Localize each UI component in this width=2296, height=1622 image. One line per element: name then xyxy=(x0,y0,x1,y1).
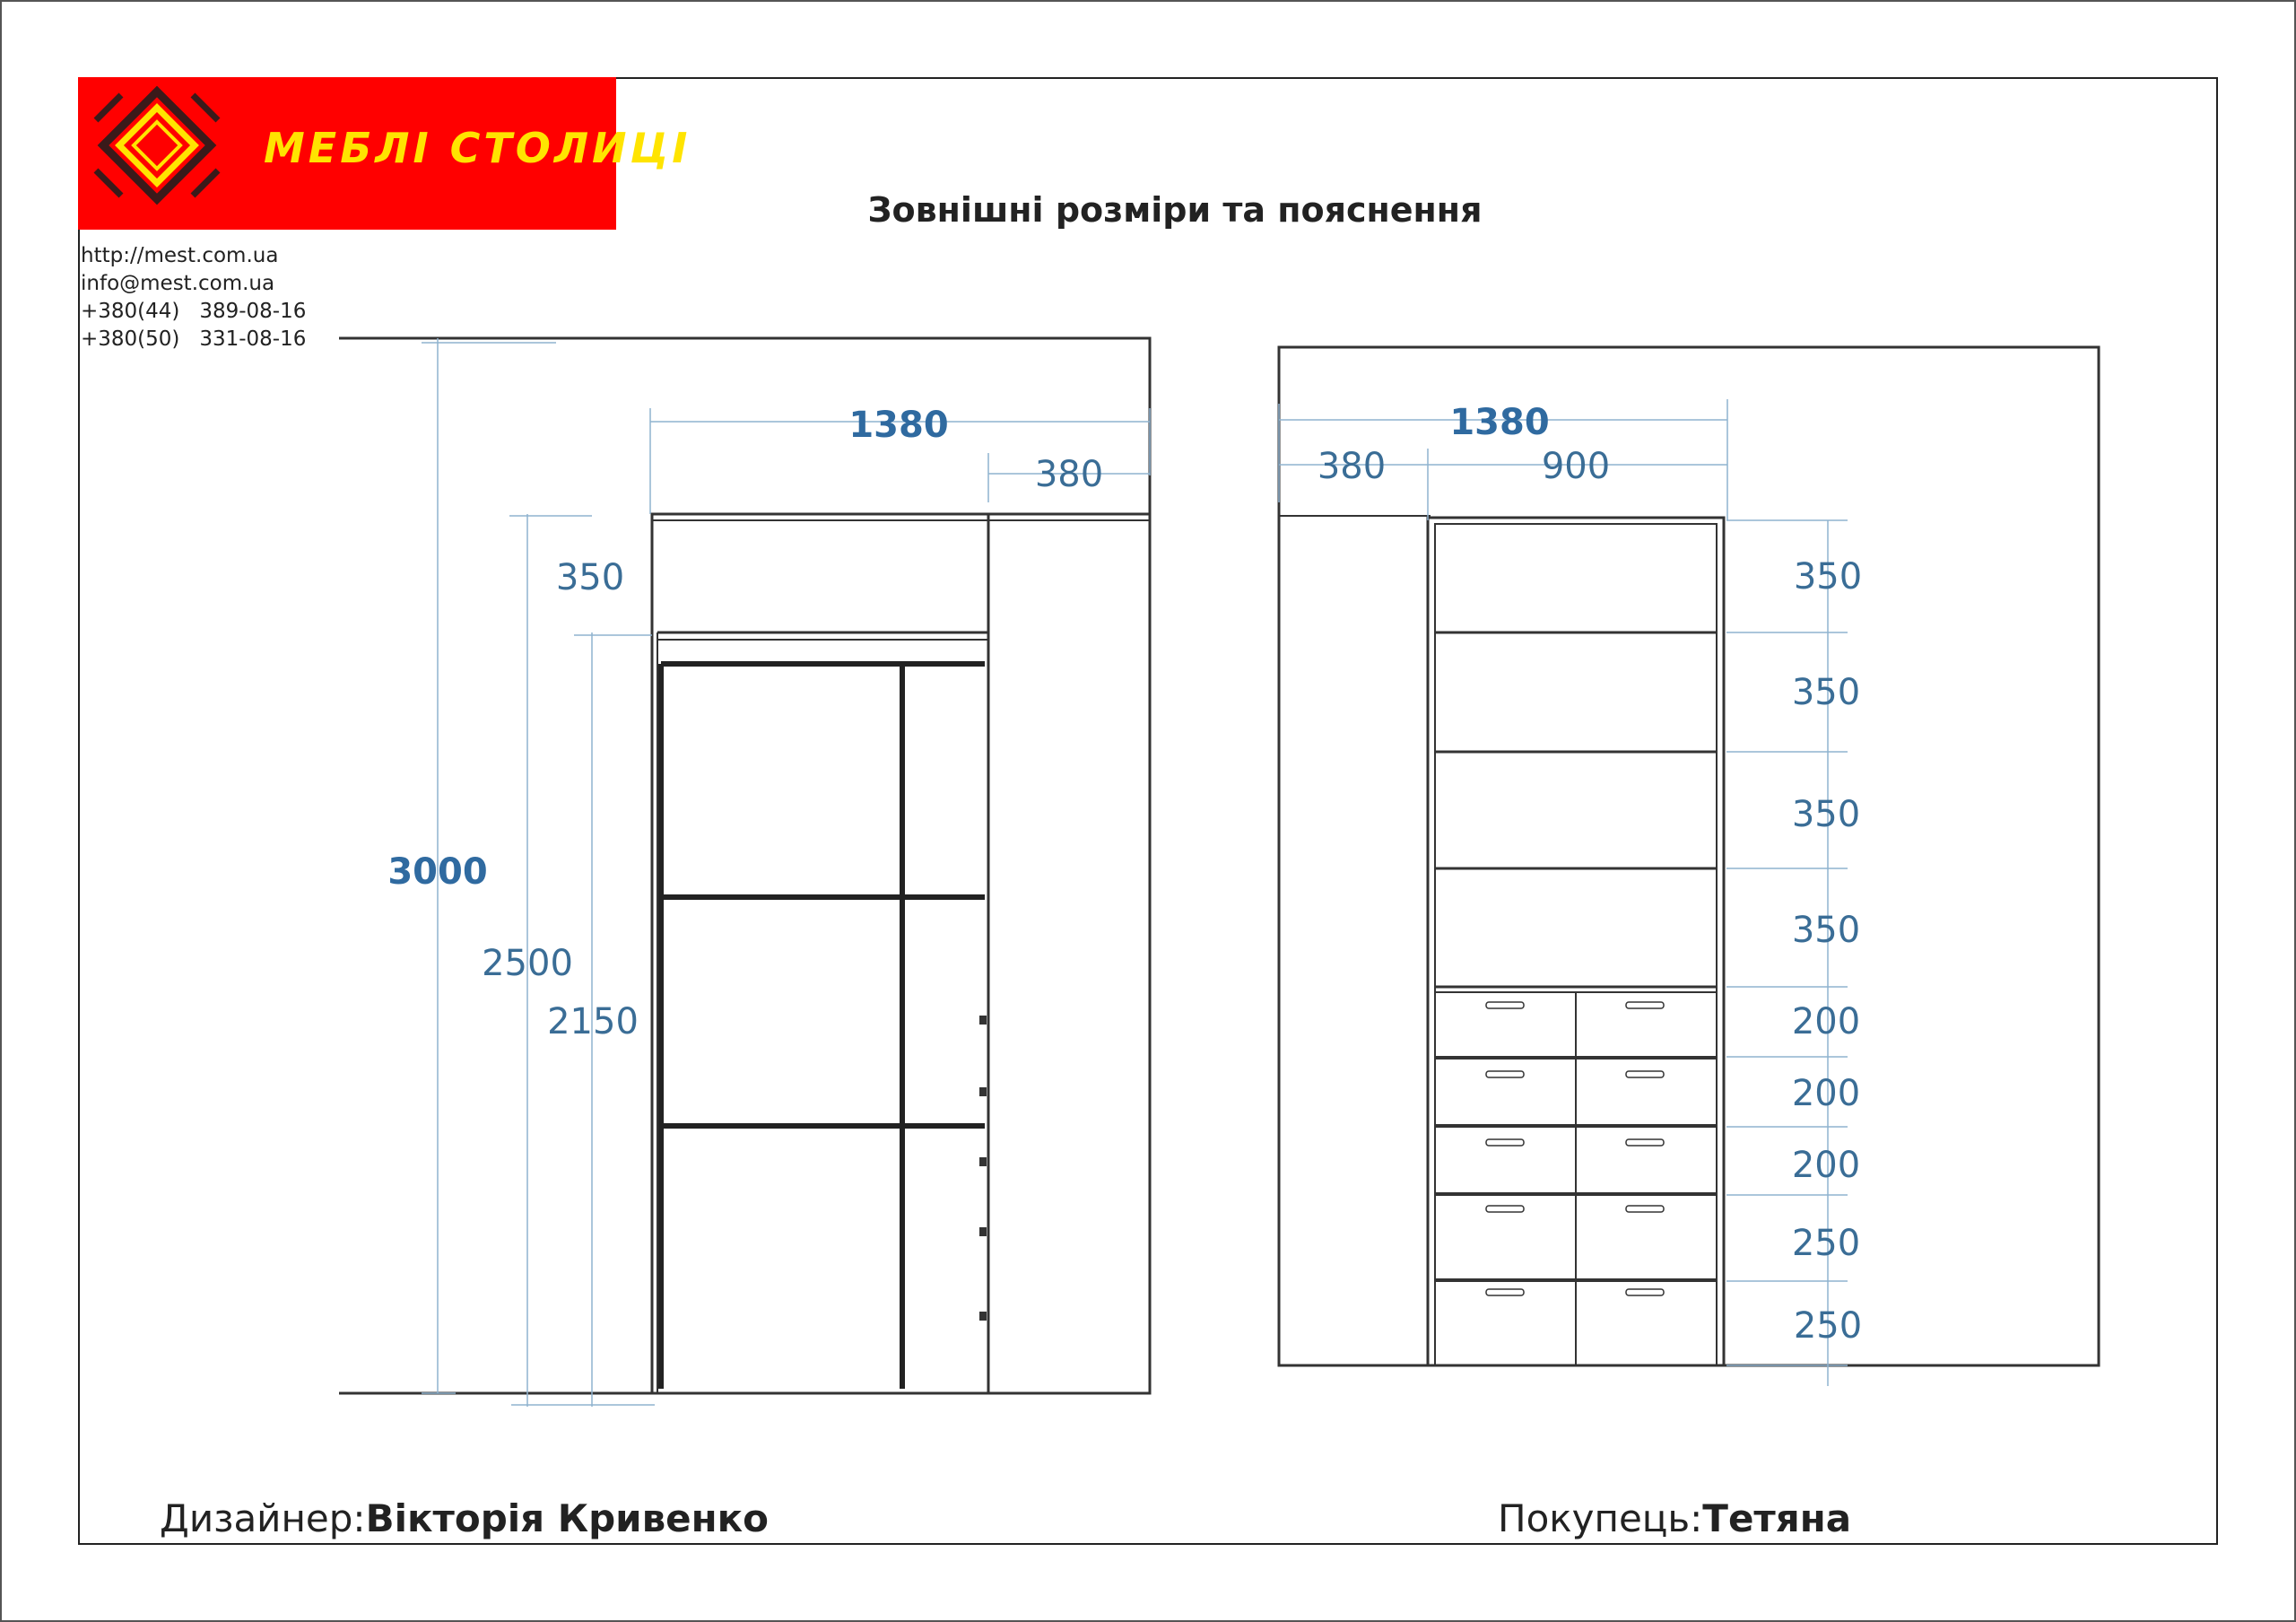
email-link[interactable]: info@mest.com.ua xyxy=(81,272,275,295)
designer-credit xyxy=(160,1496,769,1540)
company-name: МЕБЛІ СТОЛИЦІ xyxy=(264,124,691,172)
dim-right-left-part: 380 xyxy=(1317,446,1387,487)
website-link[interactable]: http://mest.com.ua xyxy=(81,244,279,267)
dim-right-total-width: 1380 xyxy=(1449,402,1550,443)
dim-shelf-3: 350 xyxy=(1791,794,1861,835)
dim-body-height: 2500 xyxy=(482,943,573,984)
dim-drawer-2: 200 xyxy=(1791,1073,1861,1114)
dim-shelf-1: 350 xyxy=(1793,556,1863,597)
dim-right-right-part: 900 xyxy=(1541,446,1611,487)
customer-name: Тетяна xyxy=(1702,1496,1852,1540)
phone-2: +380(50) 331-08-16 xyxy=(81,327,307,351)
dim-drawer-1: 200 xyxy=(1791,1001,1861,1042)
customer-credit xyxy=(1498,1496,1851,1540)
customer-label: Покупець: xyxy=(1498,1496,1703,1540)
designer-label: Дизайнер: xyxy=(160,1496,366,1540)
dim-shelf-4: 350 xyxy=(1791,910,1861,951)
dim-left-total-width: 1380 xyxy=(848,405,949,446)
dim-total-height: 3000 xyxy=(387,851,488,893)
left-dimension-lines xyxy=(422,338,1150,1407)
phone-1: +380(44) 389-08-16 xyxy=(81,300,307,323)
dim-shelf-2: 350 xyxy=(1791,672,1861,713)
dim-left-top-section: 350 xyxy=(555,557,625,598)
right-view xyxy=(1279,347,2099,1365)
page-title: Зовнішні розміри та пояснення xyxy=(867,190,1483,230)
dim-left-side-width: 380 xyxy=(1034,454,1104,495)
dim-drawer-4: 250 xyxy=(1791,1223,1861,1264)
dim-drawer-5: 250 xyxy=(1793,1305,1863,1347)
right-dimension-lines xyxy=(1279,399,1848,1386)
designer-name: Вікторія Кривенко xyxy=(365,1496,770,1540)
dim-drawer-3: 200 xyxy=(1791,1145,1861,1186)
dim-rod-height: 2150 xyxy=(547,1001,639,1042)
